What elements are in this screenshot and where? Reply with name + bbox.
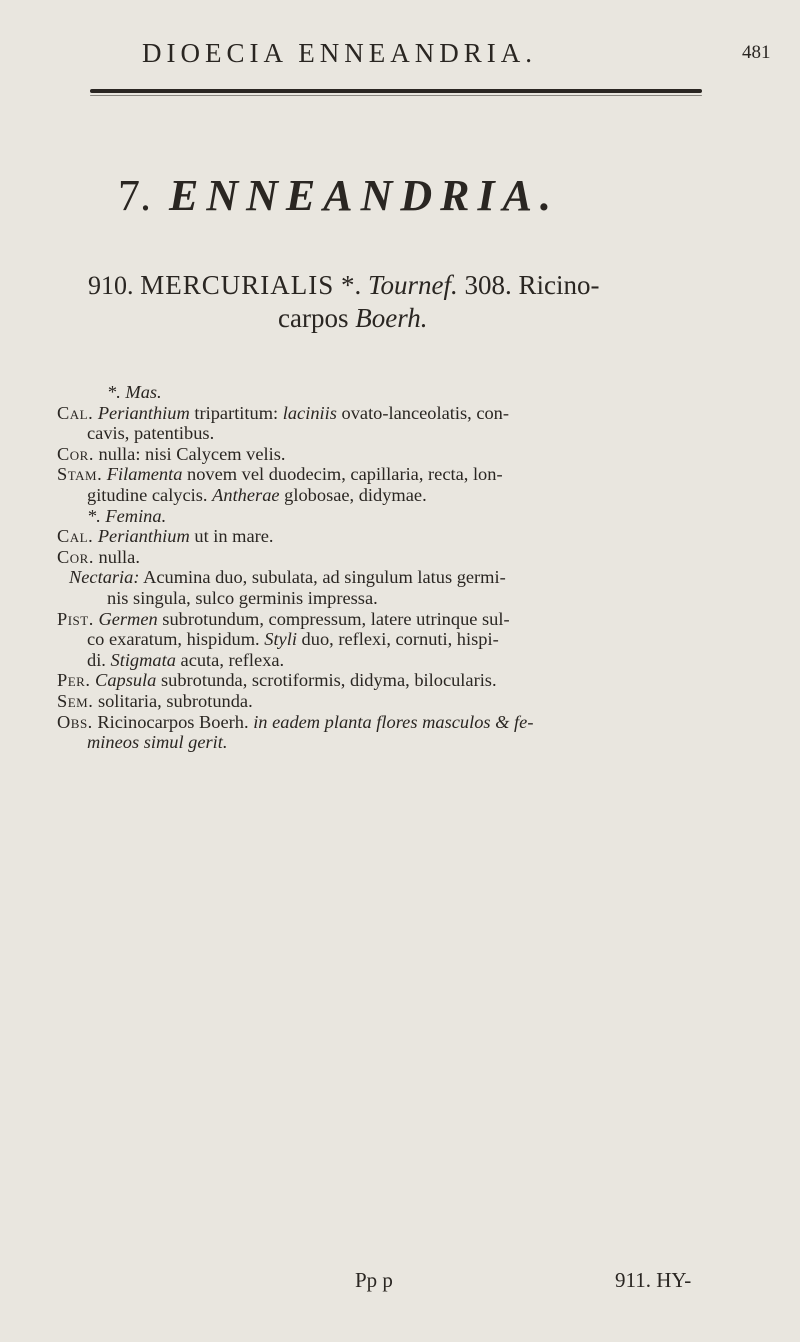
description-body xyxy=(57,382,757,753)
page-footer xyxy=(0,1268,800,1298)
pist-continuation-2 xyxy=(57,650,757,671)
genus-name: MERCURIALIS xyxy=(140,270,335,300)
stam-cont-term: Antherae xyxy=(212,484,280,505)
pist-cont-term: Styli xyxy=(264,629,297,650)
genus-line2-text: carpos xyxy=(278,303,349,333)
cal2-term: Perianthium xyxy=(97,526,190,547)
cor2-entry xyxy=(57,547,757,568)
pist-cont2-b: acuta, reflexa. xyxy=(180,649,285,670)
sem-text: solitaria, subrotunda. xyxy=(97,690,253,711)
cor-label: Cor. xyxy=(57,443,94,464)
page-number: 481 xyxy=(742,42,771,63)
cal-entry xyxy=(57,403,757,424)
stam-continuation xyxy=(57,485,757,506)
pist-cont2-a: di. xyxy=(87,649,106,670)
genus-synonym: Ricino- xyxy=(518,270,600,300)
genus-heading xyxy=(88,270,728,334)
pist-cont-a: co exaratum, hispidum. xyxy=(87,629,260,650)
nectaria-continuation: nis singula, sulco germinis impressa. xyxy=(107,587,378,608)
signature-mark: Pp p xyxy=(355,1268,393,1292)
obs-entry xyxy=(57,712,757,733)
nectaria-entry xyxy=(57,567,757,588)
running-header xyxy=(0,38,800,72)
obs-cont: mineos simul gerit. xyxy=(87,732,228,753)
femina-mark: *. Femina. xyxy=(87,505,167,526)
cal-term2: laciniis xyxy=(282,402,337,423)
cor-entry xyxy=(57,444,757,465)
pist-cont2-term: Stigmata xyxy=(110,649,176,670)
stam-label: Stam. xyxy=(57,464,103,485)
mas-mark: *. Mas. xyxy=(107,382,162,402)
genus-ref-page: 308. xyxy=(464,270,512,300)
cal2-text: ut in mare. xyxy=(194,526,274,547)
sem-entry xyxy=(57,691,757,712)
genus-mark: *. xyxy=(341,270,362,300)
section-title: ENNEANDRIA. xyxy=(169,171,559,220)
cal-continuation: cavis, patentibus. xyxy=(87,423,215,444)
nectaria-text: Acumina duo, subulata, ad singulum latus germi- xyxy=(143,567,506,588)
cal-text2: ovato-lanceolatis, con- xyxy=(341,402,510,423)
catchword: 911. HY- xyxy=(615,1268,692,1292)
pist-entry xyxy=(57,609,757,630)
pist-continuation xyxy=(57,629,757,650)
femina-heading xyxy=(57,506,757,527)
genus-line2-author: Boerh. xyxy=(355,303,428,333)
per-text: subrotunda, scrotiformis, didyma, bilocularis. xyxy=(160,670,497,691)
cal-text1: tripartitum: xyxy=(194,402,279,423)
mas-heading xyxy=(57,382,757,403)
section-heading xyxy=(118,170,559,221)
pist-term: Germen xyxy=(98,608,158,629)
genus-ref-author: Tournef. xyxy=(368,270,458,300)
stam-cont-b: globosae, didymae. xyxy=(284,484,427,505)
genus-number: 910. xyxy=(88,271,134,300)
stam-entry xyxy=(57,464,757,485)
pist-label: Pist. xyxy=(57,608,94,629)
cal2-label: Cal. xyxy=(57,526,94,547)
running-title: DIOECIA ENNEANDRIA. xyxy=(142,38,537,68)
cal-term: Perianthium xyxy=(97,402,190,423)
obs-italic: in eadem planta flores masculos & fe- xyxy=(253,711,534,732)
obs-label: Obs. xyxy=(57,711,93,732)
header-rule-thin xyxy=(90,95,702,96)
cor2-label: Cor. xyxy=(57,546,94,567)
genus-line2 xyxy=(88,303,728,334)
stam-term: Filamenta xyxy=(106,464,183,485)
obs-text: Ricinocarpos Boerh. xyxy=(97,711,249,732)
sem-label: Sem. xyxy=(57,690,94,711)
stam-text: novem vel duodecim, capillaria, recta, lon- xyxy=(187,464,503,485)
header-rule xyxy=(90,89,702,93)
cor2-text: nulla. xyxy=(98,546,140,567)
pist-text: subrotundum, compressum, latere utrinque sul- xyxy=(162,608,510,629)
nectaria-term: Nectaria: xyxy=(69,567,140,588)
per-label: Per. xyxy=(57,670,91,691)
stam-cont-a: gitudine calycis. xyxy=(87,484,208,505)
per-term: Capsula xyxy=(95,670,157,691)
section-number: 7. xyxy=(118,171,151,220)
obs-continuation xyxy=(57,732,757,753)
cor-text: nulla: nisi Calycem velis. xyxy=(98,443,286,464)
per-entry xyxy=(57,670,757,691)
cal-label: Cal. xyxy=(57,402,94,423)
cal2-entry xyxy=(57,526,757,547)
pist-cont-b: duo, reflexi, cornuti, hispi- xyxy=(301,629,499,650)
